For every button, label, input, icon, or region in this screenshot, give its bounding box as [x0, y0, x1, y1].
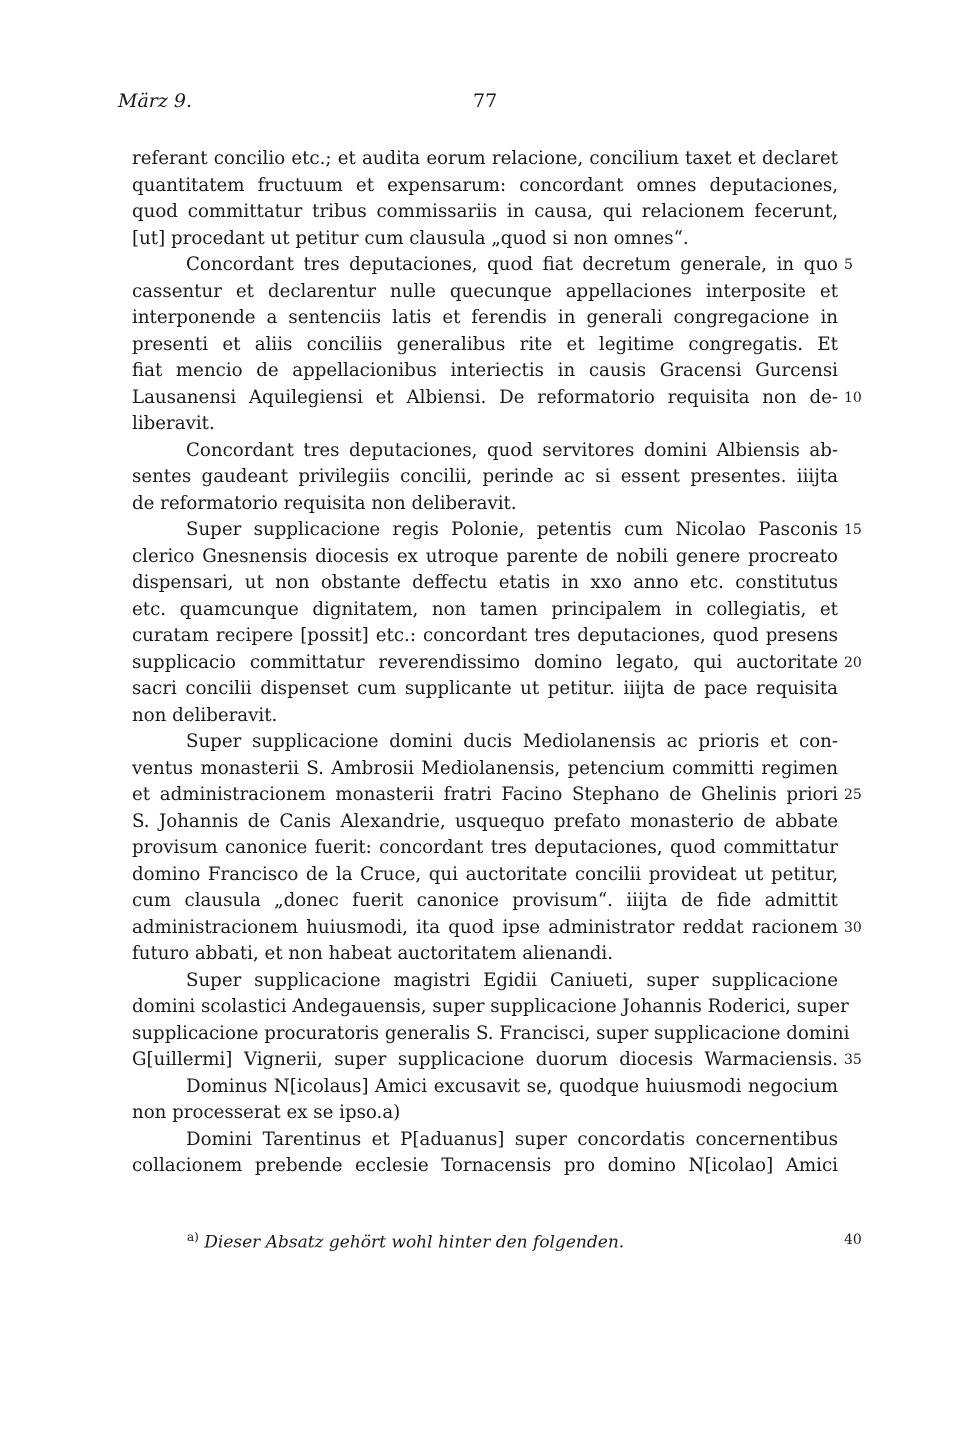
text-line-content: G[uillermi] Vignerii, super supplicacione duorum diocesis Warmaciensis.: [132, 1049, 838, 1070]
text-line: [132, 464, 838, 491]
text-line: [132, 862, 838, 889]
text-line: [132, 199, 838, 226]
header-date: März 9.: [118, 90, 193, 112]
line-number: 5: [844, 257, 853, 273]
text-line-content: Dominus N[icolaus] Amici excusavit se, quodque huiusmodi negocium: [186, 1075, 838, 1097]
text-line-content: ventus monasterii S. Ambrosii Mediolanensis, petencium committi regimen: [132, 757, 838, 779]
text-line: [132, 146, 838, 173]
text-line-content: fiat mencio de appellacionibus interiectis in causis Gracensi Gurcensi: [132, 360, 838, 381]
text-line: [132, 782, 862, 809]
text-line: [132, 332, 838, 359]
text-line: [132, 1100, 838, 1127]
line-number: 20: [844, 654, 862, 671]
text-line: [132, 1153, 838, 1180]
text-line: [132, 411, 838, 438]
text-line: [132, 438, 838, 465]
text-line: [132, 1047, 862, 1074]
line-number: 35: [844, 1052, 862, 1068]
text-line-content: sacri concilii dispenset cum supplicante ut petitur. iiijta de pace requisita: [132, 678, 838, 699]
text-line: [132, 756, 838, 783]
text-line-content: Lausanensi Aquilegiensi et Albiensi. De reformatorio requisita non de-: [132, 386, 838, 408]
text-line-content: S. Johannis de Canis Alexandrie, usquequo prefato monasterio de abbate: [132, 810, 838, 832]
text-line-content: interponende a sentenciis latis et ferendis in generali congregacione in: [132, 307, 838, 328]
main-text: [132, 146, 862, 1180]
text-line: [132, 173, 838, 200]
text-line: [132, 809, 838, 836]
text-line-content: Concordant tres deputaciones, quod fiat decretum generale, in quo: [186, 254, 838, 275]
text-line: [132, 915, 862, 942]
text-line: [132, 570, 838, 597]
line-number: 15: [844, 522, 862, 538]
text-line-content: clerico Gnesnensis diocesis ex utroque parente de nobili genere procreato: [132, 545, 838, 567]
text-line: [132, 358, 838, 385]
text-line-content: dispensari, ut non obstante deffectu etatis in xxo anno etc. constitutus: [132, 572, 838, 593]
text-line-content: liberavit.: [132, 413, 215, 434]
text-line: [132, 1127, 838, 1154]
text-line-content: cum clausula „donec fuerit canonice provisum“. iiijta de fide admittit: [132, 890, 838, 911]
running-header: [118, 90, 518, 120]
text-line-content: domini scolastici Andegauensis, super supplicacione Johannis Roderici, super: [132, 996, 849, 1017]
text-line-content: administracionem huiusmodi, ita quod ipse administrator reddat racionem: [132, 916, 838, 938]
text-line-content: non processerat ex se ipso.a): [132, 1102, 401, 1123]
text-line: [132, 968, 838, 995]
text-line-content: etc. quamcunque dignitatem, non tamen principalem in collegiatis, et: [132, 598, 838, 620]
footnote: [187, 1230, 624, 1253]
text-line: [132, 676, 838, 703]
text-line: [132, 703, 838, 730]
text-line-content: collacionem prebende ecclesie Tornacensis pro domino N[icolao] Amici: [132, 1155, 838, 1176]
text-line-content: sentes gaudeant privilegiis concilii, perinde ac si essent presentes. iiijta: [132, 466, 838, 487]
text-line-content: presenti et aliis conciliis generalibus rite et legitime congregatis. Et: [132, 333, 838, 355]
text-line: [132, 517, 862, 544]
line-number: 10: [844, 389, 862, 406]
text-line: [132, 1021, 850, 1048]
page-number: 77: [473, 90, 498, 112]
text-line: [132, 835, 838, 862]
footnote-text: Dieser Absatz gehört wohl hinter den folgenden.: [204, 1232, 625, 1253]
footnote-line-number: 40: [844, 1232, 862, 1248]
text-line: [132, 279, 838, 306]
text-line-content: cassentur et declarentur nulle quecunque appellaciones interposite et: [132, 280, 838, 302]
line-number: 30: [844, 919, 862, 936]
text-line-content: domino Francisco de la Cruce, qui auctoritate concilii provideat ut petitur,: [132, 863, 838, 885]
text-line: [132, 252, 853, 279]
text-line-content: [ut] procedant ut petitur cum clausula „quod si non omnes“.: [132, 227, 689, 249]
text-line-content: Super supplicacione domini ducis Mediolanensis ac prioris et con-: [186, 731, 838, 752]
text-line-content: Super supplicacione magistri Egidii Caniueti, super supplicacione: [186, 969, 838, 991]
text-line: [132, 226, 838, 253]
text-line-content: quod committatur tribus commissariis in causa, qui relacionem fecerunt,: [132, 201, 838, 222]
text-line: [132, 385, 862, 412]
text-line-content: de reformatorio requisita non deliberavit.: [132, 492, 517, 514]
text-line: [132, 729, 838, 756]
text-line: [132, 544, 838, 571]
text-line-content: et administracionem monasterii fratri Facino Stephano de Ghelinis priori: [132, 784, 838, 805]
text-line-content: quantitatem fructuum et expensarum: concordant omnes deputaciones,: [132, 174, 838, 196]
text-line: [132, 623, 838, 650]
text-line: [132, 597, 838, 624]
text-line: [132, 941, 838, 968]
text-line-content: Concordant tres deputaciones, quod servitores domini Albiensis ab-: [186, 439, 838, 461]
text-line-content: provisum canonice fuerit: concordant tres deputaciones, quod committatur: [132, 837, 838, 858]
line-number: 25: [844, 787, 862, 803]
text-line: [132, 994, 849, 1021]
footnote-mark: a): [187, 1230, 199, 1244]
text-line-content: supplicacione procuratoris generalis S. Francisci, super supplicacione domini: [132, 1022, 850, 1044]
text-line-content: futuro abbati, et non habeat auctoritatem alienandi.: [132, 943, 613, 964]
text-line: [132, 650, 862, 677]
text-line-content: supplicacio committatur reverendissimo domino legato, qui auctoritate: [132, 651, 838, 673]
text-line-content: non deliberavit.: [132, 704, 278, 726]
text-line-content: curatam recipere [possit] etc.: concordant tres deputaciones, quod presens: [132, 625, 838, 646]
text-line: [132, 1074, 838, 1101]
text-line-content: referant concilio etc.; et audita eorum relacione, concilium taxet et declaret: [132, 148, 838, 169]
text-line-content: Domini Tarentinus et P[aduanus] super concordatis concernentibus: [186, 1128, 838, 1150]
text-line: [132, 491, 838, 518]
text-line: [132, 888, 838, 915]
text-line-content: Super supplicacione regis Polonie, petentis cum Nicolao Pasconis: [186, 519, 838, 540]
text-line: [132, 305, 838, 332]
